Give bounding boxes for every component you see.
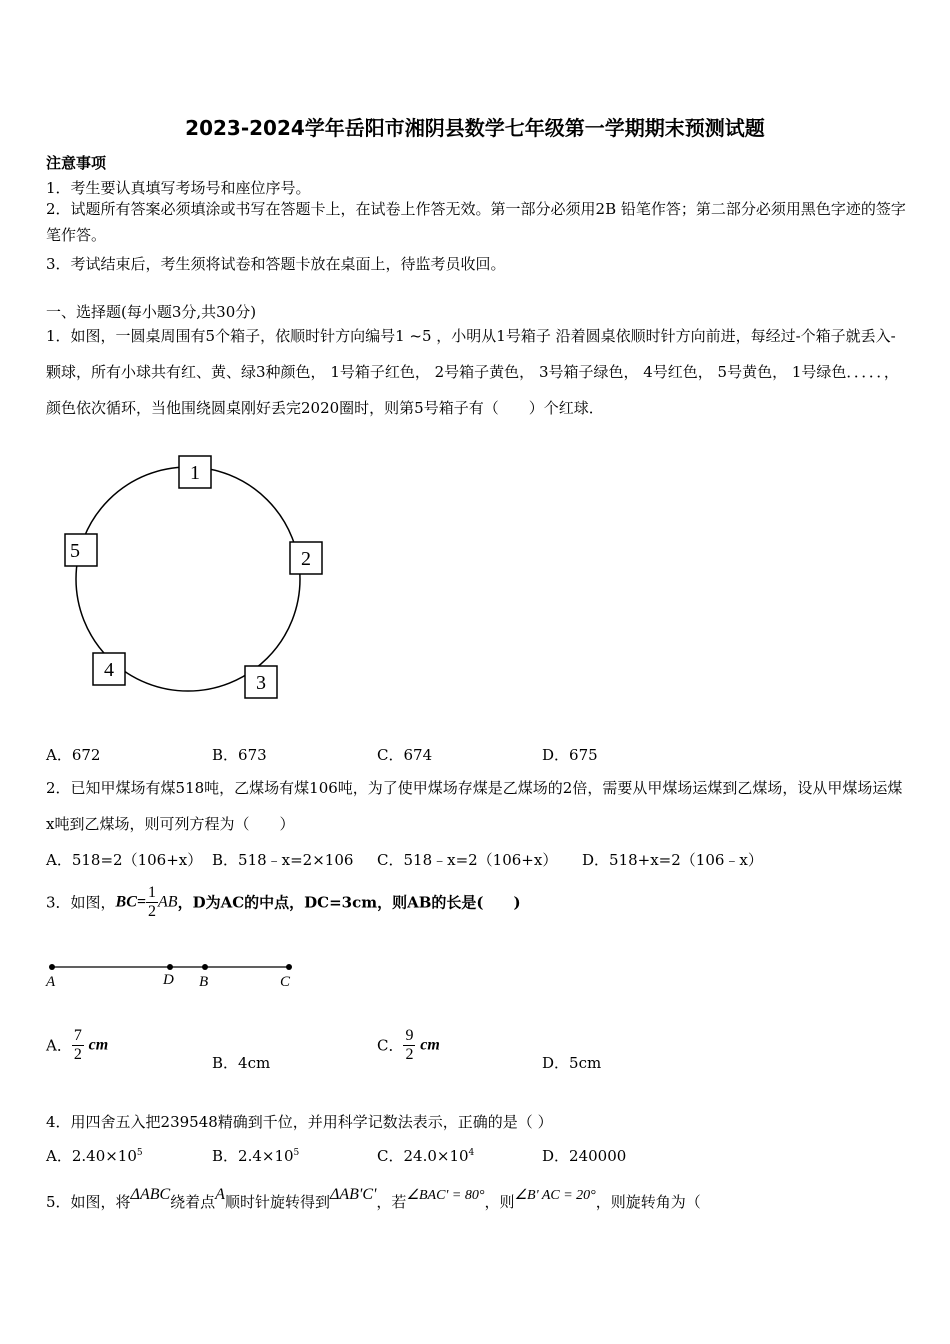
label-a: A bbox=[46, 974, 56, 990]
q1-option-a[interactable]: A．672 bbox=[46, 746, 101, 764]
q4-option-d[interactable]: D．240000 bbox=[542, 1147, 627, 1165]
q3-line-figure bbox=[42, 958, 302, 992]
box-5 bbox=[65, 534, 97, 566]
point-a bbox=[49, 964, 55, 970]
label-d: D bbox=[163, 972, 174, 988]
box-3 bbox=[245, 666, 277, 698]
svg-text:5: 5 bbox=[70, 540, 80, 562]
label-b: B bbox=[199, 974, 209, 990]
q1-option-c[interactable]: C．674 bbox=[377, 746, 433, 764]
notice-item-3: 3．考试结束后，考生须将试卷和答题卡放在桌面上，待监考员收回。 bbox=[46, 255, 506, 273]
notice-item-1: 1．考生要认真填写考场号和座位序号。 bbox=[46, 179, 311, 197]
notice-heading: 注意事项 bbox=[46, 154, 107, 172]
q3-option-a[interactable]: A． $\frac{7}{2}$ cm bbox=[46, 1027, 109, 1063]
q2-option-d[interactable]: D．518+x=2（106﹣x） bbox=[582, 851, 763, 869]
label-c: C bbox=[280, 974, 291, 990]
question-4-text: 4．用四舍五入把239548精确到千位，并用科学记数法表示，正确的是（ ） bbox=[46, 1113, 553, 1131]
point-b bbox=[202, 964, 208, 970]
svg-text:2: 2 bbox=[301, 548, 311, 570]
question-5-text: 5．如图，将ΔABC绕着点A顺时针旋转得到ΔAB'C'，若∠BAC' = 80°，则∠B' AC = 20°，则旋转角为（ bbox=[46, 1186, 701, 1211]
box-4 bbox=[93, 653, 125, 685]
q1-option-b[interactable]: B．673 bbox=[212, 746, 267, 764]
q4-option-b[interactable]: B．$2.4\times 10^5$ bbox=[212, 1147, 300, 1165]
q2-option-c[interactable]: C．518﹣x=2（106+x） bbox=[377, 851, 558, 869]
notice-item-2: 2．试题所有答案必须填涂或书写在答题卡上，在试卷上作答无效。第一部分必须用2B 铅笔作答；第二部分必须用黑色字迹的签字笔作答。 bbox=[46, 200, 906, 244]
svg-text:1: 1 bbox=[190, 462, 200, 484]
svg-text:3: 3 bbox=[256, 672, 266, 694]
q2-option-b[interactable]: B．518﹣x=2×106 bbox=[212, 851, 354, 869]
svg-text:4: 4 bbox=[104, 659, 114, 681]
q2-option-a[interactable]: A．518=2（106+x） bbox=[46, 851, 203, 869]
q3-option-c[interactable]: C． $\frac{9}{2}$ cm bbox=[377, 1027, 440, 1063]
q1-circle-figure bbox=[55, 448, 345, 708]
q4-option-c[interactable]: C．$24.0\times 10^4$ bbox=[377, 1147, 475, 1165]
point-c bbox=[286, 964, 292, 970]
question-1-text: 1．如图，一圆桌周围有5个箱子，依顺时针方向编号1 ~5 ，小明从1号箱子 沿着圆桌依顺时针方向前进，每经过-个箱子就丢入-颗球，所有小球共有红、黄、绿3种颜色， 1号箱子红色， 2号箱子黄色， 3号箱子绿色， 4号红色， 5号黄色， 1号绿色．．．．．，颜色依次循环，当他围绕圆桌刚好丢完2020圈时，则第5号箱子有（ ）个红球． bbox=[46, 327, 899, 417]
q4-option-a[interactable]: A．$2.40\times 10^5$ bbox=[46, 1147, 143, 1165]
q1-option-d[interactable]: D．675 bbox=[542, 746, 598, 764]
point-d bbox=[167, 964, 173, 970]
section-heading: 一、选择题(每小题3分,共30分) bbox=[46, 303, 257, 321]
q3-option-b[interactable]: B．4cm bbox=[212, 1054, 271, 1072]
question-2-text: 2．已知甲煤场有煤518吨，乙煤场有煤106吨，为了使甲煤场存煤是乙煤场的2倍，需要从甲煤场运煤到乙煤场，设从甲煤场运煤x吨到乙煤场，则可列方程为（ ） bbox=[46, 779, 903, 833]
page-title: 2023-2024学年岳阳市湘阴县数学七年级第一学期期末预测试题 bbox=[185, 116, 765, 140]
q3-fraction: $\frac{1}{2}$ bbox=[148, 884, 157, 920]
q3-option-d[interactable]: D．5cm bbox=[542, 1054, 602, 1072]
question-3-text: 3．如图，BC= $\frac{1}{2}$ AB，D为AC的中点，DC=3cm，则AB的长是( ) bbox=[46, 884, 521, 920]
box-2 bbox=[290, 542, 322, 574]
box-1 bbox=[179, 456, 211, 488]
